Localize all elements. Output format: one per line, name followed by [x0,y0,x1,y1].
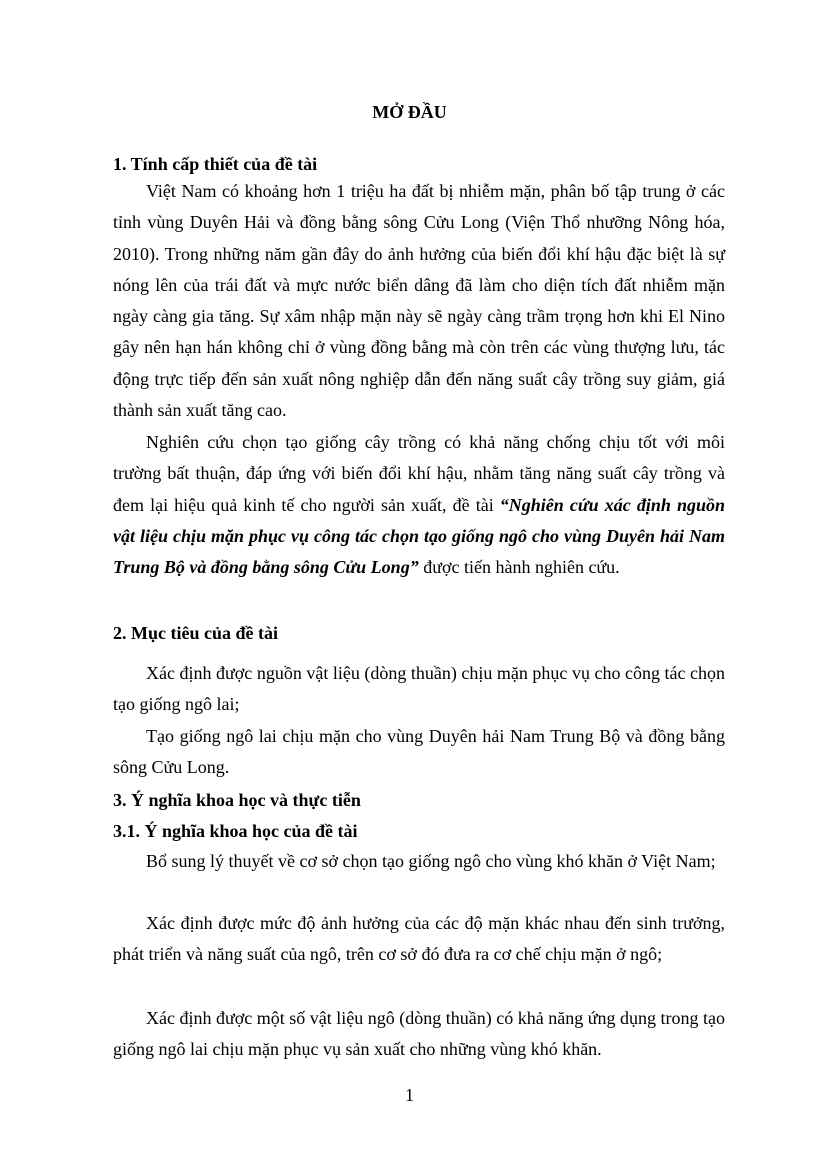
section-2-paragraph-1: Xác định được nguồn vật liệu (dòng thuần) chịu mặn phục vụ cho công tác chọn tạo giống ngô lai; [113,663,725,715]
section-2-paragraph-2: Tạo giống ngô lai chịu mặn cho vùng Duyên hải Nam Trung Bộ và đồng bằng sông Cửu Long. [113,726,725,778]
section-3-1-paragraph-3: Xác định được một số vật liệu ngô (dòng thuần) có khả năng ứng dụng trong tạo giống ngô lai chịu mặn phục vụ sản xuất cho những vùng khó khăn. [113,1008,725,1060]
paragraph-text: được tiến hành nghiên cứu. [418,557,620,578]
page-title: MỞ ĐẦU [372,102,447,122]
paragraph-text: Nghiên cứu chọn tạo giống cây trồng có khả năng chống chịu tốt với môi trường bất thuận, đáp ứng với biến đổi khí hậu, nhằm tăng năng suất cây trồng và đem lại hiệu quả kinh tế cho người sản xuất, đề tài [113,432,725,515]
section-1-heading: 1. Tính cấp thiết của đề tài [113,154,318,174]
section-2-heading: 2. Mục tiêu của đề tài [113,623,278,643]
section-1-paragraph-1: Việt Nam có khoảng hơn 1 triệu ha đất bị nhiễm mặn, phân bố tập trung ở các tỉnh vùng Duyên Hải và đồng bằng sông Cửu Long (Viện Thổ nhưỡng Nông hóa, 2010). Trong những năm gần đây do ảnh hưởng của biến đổi khí hậu đặc biệt là sự nóng lên của trái đất và mực nước biển dâng đã làm cho diện tích đất nhiễm mặn ngày càng gia tăng. Sự xâm nhập mặn này sẽ ngày càng trầm trọng hơn khi El Nino gây nên hạn hán không chỉ ở vùng đồng bằng mà còn trên các vùng thượng lưu, tác động trực tiếp đến sản xuất nông nghiệp dẫn đến năng suất cây trồng suy giảm, giá thành sản xuất tăng cao. [113,181,725,421]
page-number: 1 [405,1085,414,1105]
section-1-paragraph-2 [113,427,725,583]
section-3-1-paragraph-1: Bổ sung lý thuyết về cơ sở chọn tạo giống ngô cho vùng khó khăn ở Việt Nam; [146,851,716,871]
section-3-1-heading: 3.1. Ý nghĩa khoa học của đề tài [113,821,358,841]
section-3-1-paragraph-2: Xác định được mức độ ảnh hưởng của các độ mặn khác nhau đến sinh trưởng, phát triển và năng suất của ngô, trên cơ sở đó đưa ra cơ chế chịu mặn ở ngô; [113,913,725,965]
section-3-heading: 3. Ý nghĩa khoa học và thực tiễn [113,790,361,810]
thesis-title: “Nghiên cứu xác định nguồn vật liệu chịu mặn phục vụ công tác chọn tạo giống ngô cho vùng Duyên hải Nam Trung Bộ và đồng bằng sông Cửu Long” [113,494,726,578]
